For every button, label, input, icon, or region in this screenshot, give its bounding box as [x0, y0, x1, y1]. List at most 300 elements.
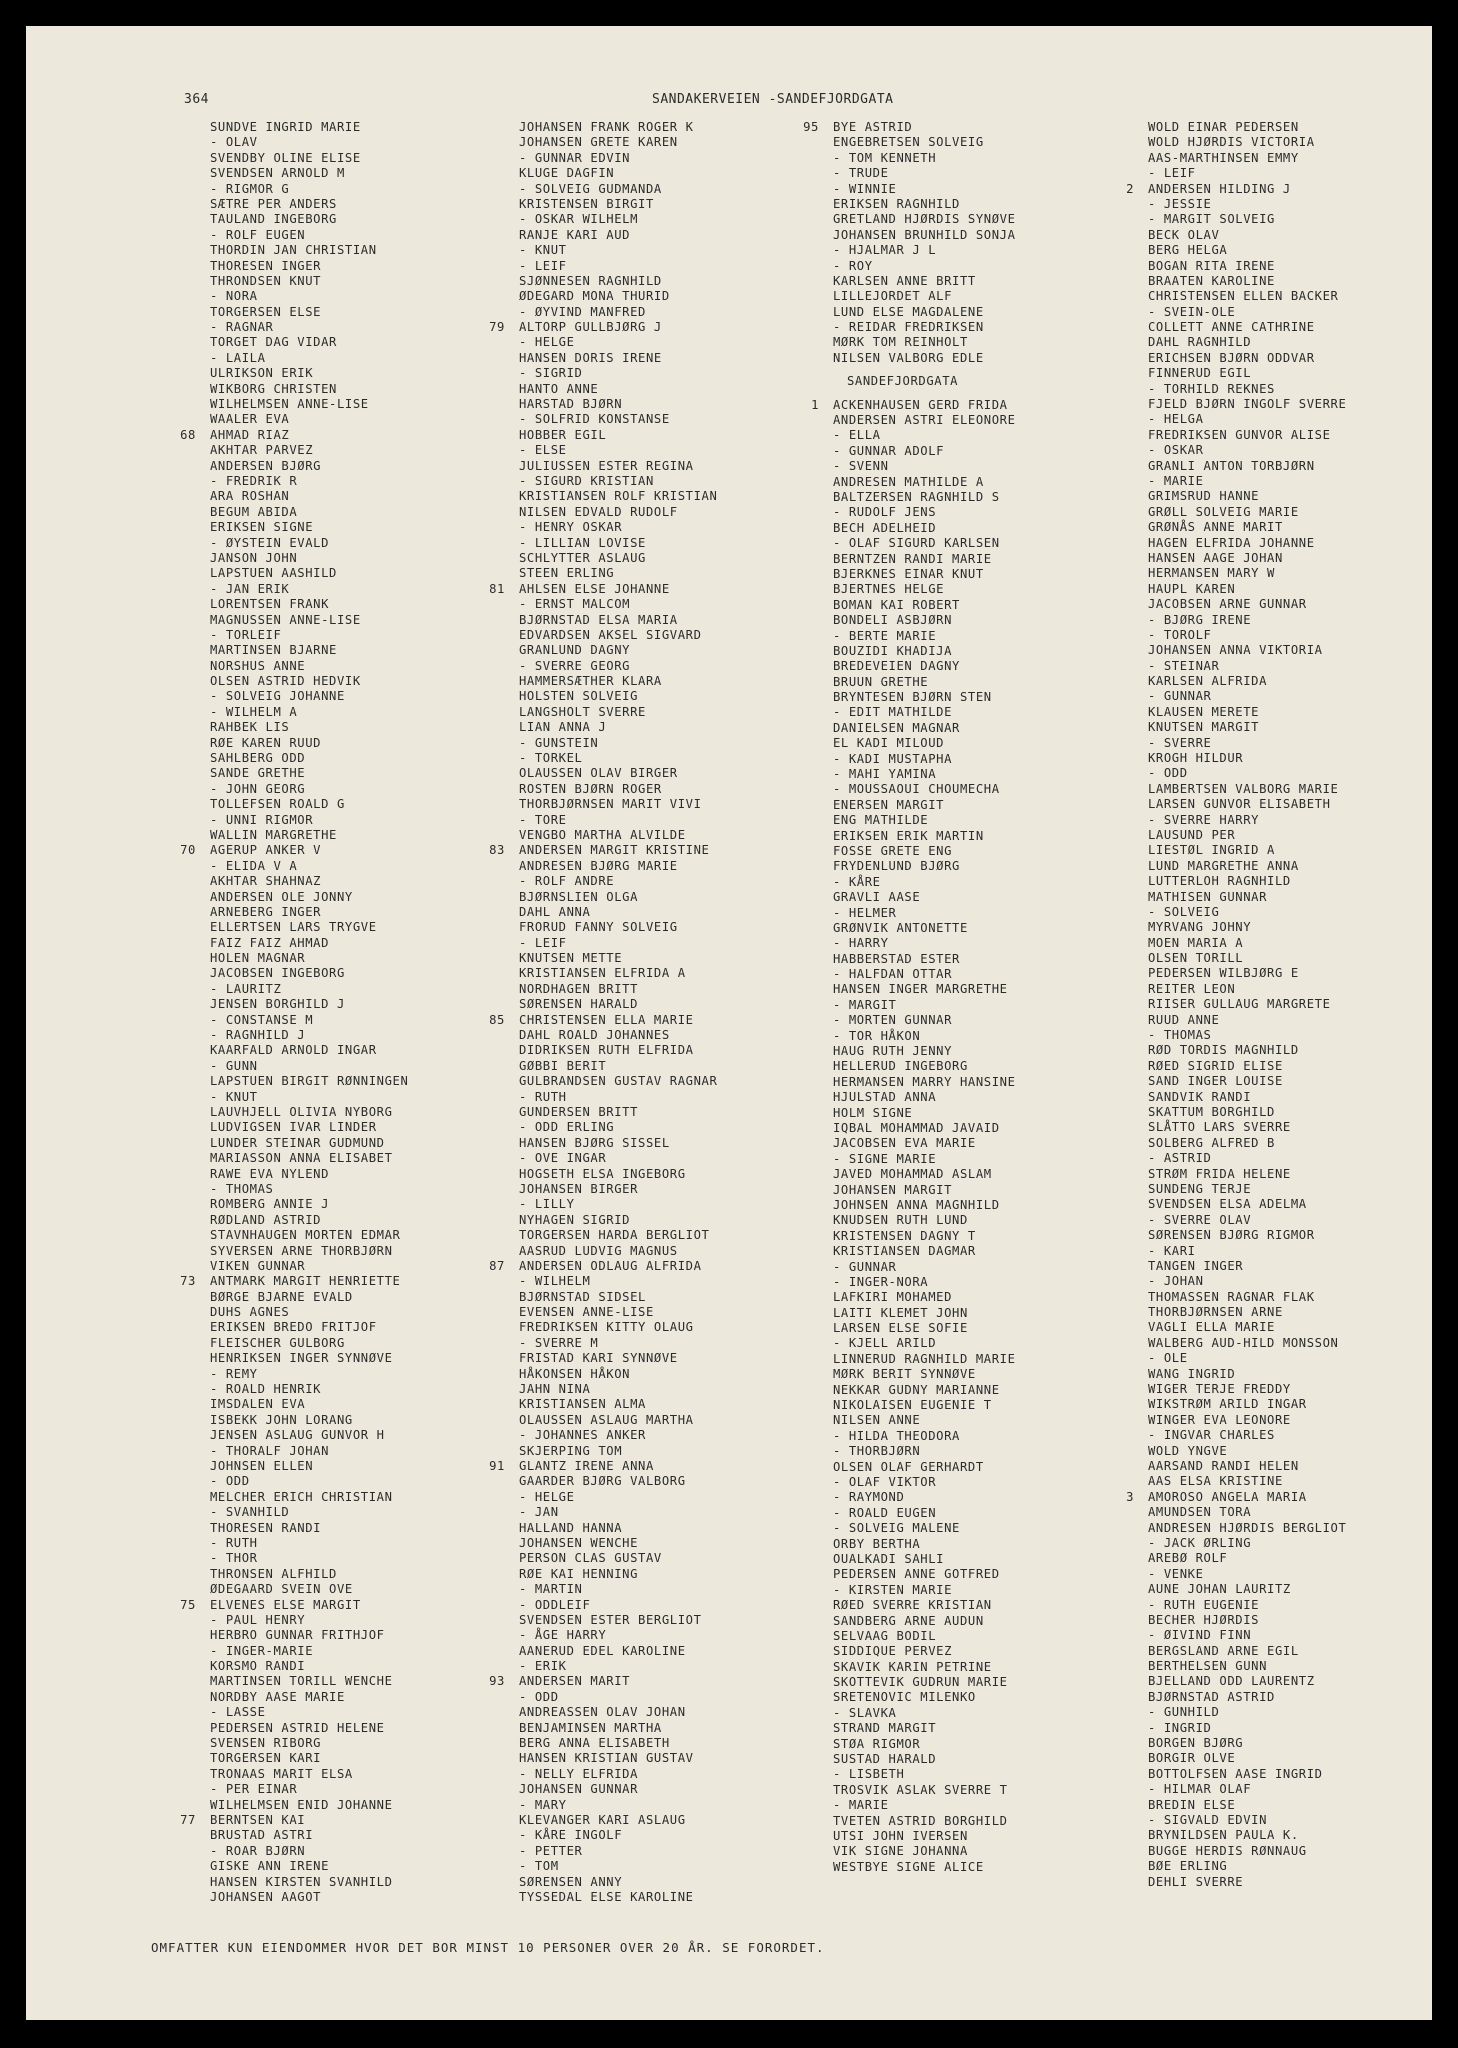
resident-entry — [210, 1536, 408, 1551]
resident-name: OLAUSSEN OLAV BIRGER — [519, 766, 678, 781]
resident-name: SVENSEN RIBORG — [210, 1736, 322, 1751]
resident-name: KRISTIANSEN ELFRIDA A — [519, 966, 686, 981]
resident-name: ANDERSEN HILDING J — [1148, 181, 1291, 196]
resident-name: AHMAD RIAZ — [210, 427, 290, 442]
resident-entry — [210, 751, 408, 766]
resident-name: - INGER-NORA — [833, 1274, 929, 1289]
resident-name: ØDEGARD MONA THURID — [519, 289, 670, 304]
resident-entry — [519, 1136, 717, 1151]
resident-entry — [1148, 582, 1346, 597]
resident-entry — [519, 120, 717, 135]
resident-name: - OVE INGAR — [519, 1151, 607, 1166]
resident-name: NORSHUS ANNE — [210, 658, 306, 673]
resident-name: LAFKIRI MOHAMED — [833, 1290, 953, 1305]
resident-name: GRØLL SOLVEIG MARIE — [1148, 504, 1299, 519]
resident-entry — [1148, 1844, 1346, 1859]
house-number: 91 — [489, 1458, 505, 1473]
resident-name: LUND ELSE MAGDALENE — [833, 304, 984, 319]
house-number: 83 — [489, 843, 505, 858]
resident-name: - SOLVEIG MALENE — [833, 1521, 960, 1536]
resident-entry — [210, 951, 408, 966]
resident-name: OLAUSSEN ASLAUG MARTHA — [519, 1412, 694, 1427]
resident-entry — [1148, 1028, 1346, 1043]
resident-name: DEHLI SVERRE — [1148, 1874, 1244, 1889]
resident-name: - MOUSSAOUI CHOUMECHA — [833, 782, 1000, 797]
resident-name: JOHANSEN BRUNHILD SONJA — [833, 227, 1016, 242]
resident-name: STEEN ERLING — [519, 566, 615, 581]
resident-entry — [519, 551, 717, 566]
resident-entry — [519, 243, 717, 258]
resident-name: - RIGMOR G — [210, 181, 290, 196]
resident-entry — [1148, 982, 1346, 997]
resident-entry — [210, 1736, 408, 1751]
resident-entry — [489, 1458, 717, 1474]
resident-entry — [519, 228, 717, 243]
resident-name: BREDEVEIEN DAGNY — [833, 659, 960, 674]
resident-name: TYSSEDAL ELSE KAROLINE — [519, 1889, 694, 1904]
resident-entry — [210, 1459, 408, 1474]
resident-name: OLSEN OLAF GERHARDT — [833, 1459, 984, 1474]
resident-entry — [210, 1428, 408, 1443]
resident-entry — [1148, 335, 1346, 350]
resident-name: BJERKNES EINAR KNUT — [833, 566, 984, 581]
resident-name: RAWE EVA NYLEND — [210, 1166, 330, 1181]
resident-name: TOLLEFSEN ROALD G — [210, 797, 345, 812]
resident-entry — [1148, 212, 1346, 227]
resident-entry — [1148, 751, 1346, 766]
resident-entry — [210, 1413, 408, 1428]
resident-name: BJERTNES HELGE — [833, 582, 945, 597]
resident-entry — [1148, 1659, 1346, 1674]
resident-name: - MARIE — [833, 1798, 889, 1813]
resident-entry — [210, 982, 408, 997]
resident-name: HAMMERSÆTHER KLARA — [519, 674, 662, 689]
resident-name: SAHLBERG ODD — [210, 751, 306, 766]
resident-entry — [210, 813, 408, 828]
resident-name: MARTINSEN BJARNE — [210, 643, 337, 658]
resident-entry — [1148, 1444, 1346, 1459]
resident-name: NILSEN ANNE — [833, 1413, 921, 1428]
resident-name: - OSKAR WILHELM — [519, 212, 639, 227]
resident-entry — [833, 1737, 1016, 1752]
resident-entry — [833, 1598, 1016, 1613]
resident-name: - RUDOLF JENS — [833, 505, 937, 520]
resident-name: SANDE GRETHE — [210, 766, 306, 781]
resident-name: DAHL ROALD JOHANNES — [519, 1028, 670, 1043]
resident-entry — [519, 1043, 717, 1058]
resident-entry — [833, 1044, 1016, 1059]
resident-name: VIKEN GUNNAR — [210, 1258, 306, 1273]
resident-name: WOLD EINAR PEDERSEN — [1148, 120, 1299, 134]
resident-entry — [519, 1505, 717, 1520]
resident-name: PEDERSEN ASTRID HELENE — [210, 1720, 385, 1735]
resident-name: SVENDBY OLINE ELISE — [210, 150, 361, 165]
resident-name: NEKKAR GUDNY MARIANNE — [833, 1382, 1000, 1397]
resident-entry — [210, 1705, 408, 1720]
resident-entry — [833, 998, 1016, 1013]
resident-entry — [519, 1659, 717, 1674]
resident-entry — [210, 1336, 408, 1351]
resident-name: - SOLVEIG JOHANNE — [210, 689, 345, 704]
resident-entry — [833, 521, 1016, 536]
resident-name: GLANTZ IRENE ANNA — [519, 1458, 654, 1473]
resident-entry — [210, 166, 408, 181]
resident-name: AANERUD EDEL KAROLINE — [519, 1643, 686, 1658]
resident-entry — [210, 1290, 408, 1305]
resident-name: KLEVANGER KARI ASLAUG — [519, 1812, 686, 1827]
resident-name: - WINNIE — [833, 181, 897, 196]
resident-name: JACOBSEN EVA MARIE — [833, 1136, 976, 1151]
resident-name: SKJERPING TOM — [519, 1443, 623, 1458]
resident-entry — [1126, 1489, 1346, 1505]
resident-name: - HARRY — [833, 936, 889, 951]
resident-entry — [1148, 1305, 1346, 1320]
resident-name: BYE ASTRID — [833, 120, 913, 134]
resident-entry — [519, 920, 717, 935]
resident-entry — [210, 689, 408, 704]
resident-name: FREDRIKSEN GUNVOR ALISE — [1148, 427, 1331, 442]
resident-name: JULIUSSEN ESTER REGINA — [519, 458, 694, 473]
resident-entry — [833, 320, 1016, 335]
resident-name: MYRVANG JOHNY — [1148, 920, 1252, 935]
resident-name: ANDERSEN OLE JONNY — [210, 889, 353, 904]
resident-entry — [1148, 1644, 1346, 1659]
resident-entry — [519, 1244, 717, 1259]
resident-name: MØRK BERIT SYNNØVE — [833, 1367, 976, 1382]
resident-name: BRYNTESEN BJØRN STEN — [833, 690, 992, 705]
resident-entry — [210, 520, 408, 535]
resident-name: - ASTRID — [1148, 1151, 1212, 1166]
resident-name: ANDERSEN BJØRG — [210, 458, 322, 473]
resident-entry — [519, 1859, 717, 1874]
resident-entry — [519, 1290, 717, 1305]
resident-name: - ODD — [210, 1474, 250, 1489]
column-2 — [489, 120, 718, 1905]
resident-name: MARIASSON ANNA ELISABET — [210, 1151, 393, 1166]
resident-name: GRØNÅS ANNE MARIT — [1148, 520, 1283, 535]
resident-entry — [519, 1428, 717, 1443]
resident-entry — [210, 874, 408, 889]
resident-entry — [833, 1660, 1016, 1675]
resident-name: HAUPL KAREN — [1148, 581, 1236, 596]
resident-name: - ERIK — [519, 1659, 567, 1674]
resident-entry — [833, 782, 1016, 797]
resident-name: - GUNHILD — [1148, 1705, 1220, 1720]
resident-entry — [1148, 505, 1346, 520]
resident-name: NORDHAGEN BRITT — [519, 981, 639, 996]
resident-entry — [833, 1629, 1016, 1644]
resident-name: - LAILA — [210, 350, 266, 365]
resident-name: DUHS AGNES — [210, 1305, 290, 1320]
resident-entry — [210, 797, 408, 812]
resident-entry — [833, 212, 1016, 227]
resident-name: - LEIF — [519, 935, 567, 950]
resident-name: AREBØ ROLF — [1148, 1551, 1228, 1566]
resident-entry — [1148, 459, 1346, 474]
resident-name: - OLAF VIKTOR — [833, 1474, 937, 1489]
resident-name: SANDBERG ARNE AUDUN — [833, 1613, 984, 1628]
resident-name: BECH ADELHEID — [833, 520, 937, 535]
resident-name: SOLBERG ALFRED B — [1148, 1135, 1275, 1150]
resident-entry — [833, 844, 1016, 859]
resident-name: WESTBYE SIGNE ALICE — [833, 1859, 984, 1874]
resident-name: HANSEN BJØRG SISSEL — [519, 1135, 670, 1150]
resident-name: - JAN ERIK — [210, 581, 290, 596]
resident-entry — [1148, 474, 1346, 489]
resident-entry — [519, 1213, 717, 1228]
resident-name: FRORUD FANNY SOLVEIG — [519, 920, 678, 935]
resident-entry — [833, 1752, 1016, 1767]
resident-entry — [519, 1782, 717, 1797]
resident-entry — [519, 1228, 717, 1243]
resident-name: - MARTIN — [519, 1582, 583, 1597]
resident-name: SELVAAG BODIL — [833, 1628, 937, 1643]
resident-name: ORBY BERTHA — [833, 1536, 921, 1551]
resident-entry — [833, 767, 1016, 782]
resident-entry — [1148, 1428, 1346, 1443]
resident-entry — [489, 843, 717, 858]
resident-name: KORSMO RANDI — [210, 1659, 306, 1674]
resident-name: - KJELL ARILD — [833, 1336, 937, 1351]
resident-name: - LILLIAN LOVISE — [519, 535, 646, 550]
resident-entry — [210, 212, 408, 227]
resident-entry — [1148, 520, 1346, 535]
resident-name: - LAURITZ — [210, 981, 282, 996]
resident-name: - GUNN — [210, 1058, 258, 1073]
resident-entry — [833, 289, 1016, 304]
resident-entry — [833, 1260, 1016, 1275]
resident-entry — [519, 1474, 717, 1489]
resident-entry — [519, 628, 717, 643]
resident-entry — [833, 1306, 1016, 1321]
resident-name: THORBJØRNSEN ARNE — [1148, 1305, 1283, 1320]
resident-entry — [1148, 843, 1346, 858]
resident-name: COLLETT ANNE CATHRINE — [1148, 320, 1315, 335]
resident-name: - SIGVALD EDVIN — [1148, 1812, 1268, 1827]
resident-name: EVENSEN ANNE-LISE — [519, 1305, 654, 1320]
resident-name: - GUNNAR — [833, 1259, 897, 1274]
resident-name: FREDRIKSEN KITTY OLAUG — [519, 1320, 694, 1335]
resident-entry — [519, 1721, 717, 1736]
resident-name: WANG INGRID — [1148, 1366, 1236, 1381]
resident-name: - LEIF — [1148, 166, 1196, 181]
resident-name: RØE KAI HENNING — [519, 1566, 639, 1581]
resident-name: HANSEN INGER MARGRETHE — [833, 982, 1008, 997]
resident-entry — [1148, 397, 1346, 412]
resident-entry — [833, 1136, 1016, 1151]
resident-entry — [1148, 489, 1346, 504]
resident-name: - RUTH EUGENIE — [1148, 1597, 1260, 1612]
resident-name: PEDERSEN WILBJØRG E — [1148, 966, 1299, 981]
resident-entry — [833, 1383, 1016, 1398]
resident-name: BRUSTAD ASTRI — [210, 1828, 314, 1843]
resident-name: STAVNHAUGEN MORTEN EDMAR — [210, 1228, 401, 1243]
resident-name: - ØYVIND MANFRED — [519, 304, 646, 319]
resident-entry — [210, 1244, 408, 1259]
resident-entry — [1148, 1013, 1346, 1028]
resident-name: ROSTEN BJØRN ROGER — [519, 781, 662, 796]
house-number: 79 — [489, 320, 505, 335]
resident-name: ERIKSEN BREDO FRITJOF — [210, 1320, 377, 1335]
resident-entry — [519, 1120, 717, 1135]
resident-entry — [833, 1121, 1016, 1136]
resident-entry — [519, 335, 717, 350]
resident-entry — [833, 1460, 1016, 1475]
resident-name: SUNDVE INGRID MARIE — [210, 120, 361, 134]
resident-name: ANDREASSEN OLAV JOHAN — [519, 1705, 686, 1720]
resident-name: ANDRESEN HJØRDIS BERGLIOT — [1148, 1520, 1347, 1535]
resident-entry — [833, 675, 1016, 690]
resident-entry — [833, 690, 1016, 705]
resident-name: HANSEN KIRSTEN SVANHILD — [210, 1874, 393, 1889]
resident-entry — [210, 1167, 408, 1182]
resident-entry — [489, 1258, 717, 1274]
resident-name: WIGER TERJE FREDDY — [1148, 1382, 1291, 1397]
resident-name: AKHTAR SHAHNAZ — [210, 874, 322, 889]
resident-name: FRYDENLUND BJØRG — [833, 859, 960, 874]
resident-name: - SVERRE HARRY — [1148, 812, 1260, 827]
resident-entry — [210, 335, 408, 350]
resident-name: BOMAN KAI ROBERT — [833, 597, 960, 612]
resident-entry — [833, 1829, 1016, 1844]
resident-entry — [833, 1567, 1016, 1582]
resident-entry — [519, 689, 717, 704]
resident-entry — [1148, 166, 1346, 181]
resident-entry — [519, 305, 717, 320]
resident-entry — [519, 1828, 717, 1843]
resident-entry — [1148, 1828, 1346, 1843]
resident-entry — [1148, 566, 1346, 581]
resident-entry — [210, 1890, 408, 1905]
resident-name: - GUNSTEIN — [519, 735, 599, 750]
resident-entry — [519, 1336, 717, 1351]
resident-entry — [1148, 966, 1346, 981]
resident-name: LUDVIGSEN IVAR LINDER — [210, 1120, 377, 1135]
resident-name: EL KADI MILOUD — [833, 736, 945, 751]
house-number: 73 — [180, 1274, 196, 1289]
resident-name: AUNE JOHAN LAURITZ — [1148, 1582, 1291, 1597]
resident-name: HJULSTAD ANNA — [833, 1090, 937, 1105]
resident-entry — [519, 1397, 717, 1412]
resident-name: - ROAR BJØRN — [210, 1843, 306, 1858]
resident-entry — [210, 966, 408, 981]
resident-entry — [210, 228, 408, 243]
resident-name: - GUNNAR ADOLF — [833, 443, 945, 458]
resident-entry — [1148, 1336, 1346, 1351]
resident-name: - HELMER — [833, 905, 897, 920]
resident-name: THORBJØRNSEN MARIT VIVI — [519, 797, 702, 812]
resident-name: AARSAND RANDI HELEN — [1148, 1458, 1299, 1473]
resident-name: SKOTTEVIK GUDRUN MARIE — [833, 1675, 1008, 1690]
resident-name: - OLAV — [210, 135, 258, 150]
resident-entry — [833, 1798, 1016, 1813]
resident-name: - NORA — [210, 289, 258, 304]
resident-entry — [210, 1798, 408, 1813]
resident-entry — [210, 766, 408, 781]
resident-entry — [1148, 997, 1346, 1012]
resident-name: TANGEN INGER — [1148, 1258, 1244, 1273]
resident-entry — [210, 566, 408, 581]
resident-name: BALTZERSEN RAGNHILD S — [833, 489, 1000, 504]
resident-entry — [1148, 705, 1346, 720]
resident-name: - JAN — [519, 1505, 559, 1520]
resident-entry — [1148, 1782, 1346, 1797]
resident-entry — [519, 720, 717, 735]
resident-entry — [210, 1305, 408, 1320]
resident-entry — [833, 1475, 1016, 1490]
resident-entry — [1148, 828, 1346, 843]
resident-entry — [833, 659, 1016, 674]
resident-entry — [519, 1551, 717, 1566]
resident-entry — [210, 1259, 408, 1274]
resident-entry — [1148, 1674, 1346, 1689]
resident-entry — [1148, 1320, 1346, 1335]
resident-name: GULBRANDSEN GUSTAV RAGNAR — [519, 1074, 718, 1089]
resident-entry — [210, 1382, 408, 1397]
resident-entry — [1148, 1613, 1346, 1628]
resident-name: AMUNDSEN TORA — [1148, 1505, 1252, 1520]
resident-name: - SOLVEIG — [1148, 904, 1220, 919]
resident-entry — [210, 659, 408, 674]
resident-entry — [210, 536, 408, 551]
resident-name: WAALER EVA — [210, 412, 290, 427]
resident-entry — [1148, 382, 1346, 397]
resident-name: ØDEGAARD SVEIN OVE — [210, 1582, 353, 1597]
resident-entry — [833, 413, 1016, 428]
resident-entry — [833, 1244, 1016, 1259]
resident-entry — [180, 843, 408, 858]
resident-entry — [519, 597, 717, 612]
resident-entry — [833, 335, 1016, 350]
resident-name: - SVERRE — [1148, 735, 1212, 750]
resident-name: TROSVIK ASLAK SVERRE T — [833, 1782, 1008, 1797]
resident-entry — [1148, 859, 1346, 874]
resident-name: LIESTØL INGRID A — [1148, 843, 1275, 858]
resident-name: KRISTIANSEN ALMA — [519, 1397, 646, 1412]
resident-name: BJØRNSTAD SIDSEL — [519, 1289, 646, 1304]
resident-name: AASRUD LUDVIG MAGNUS — [519, 1243, 678, 1258]
resident-entry — [519, 1613, 717, 1628]
resident-name: - THORBJØRN — [833, 1444, 921, 1459]
resident-name: ANTMARK MARGIT HENRIETTE — [210, 1274, 401, 1289]
resident-name: BERNTSEN KAI — [210, 1812, 306, 1827]
resident-entry — [833, 752, 1016, 767]
resident-entry — [519, 1305, 717, 1320]
resident-name: KNUTSEN METTE — [519, 951, 623, 966]
resident-entry — [1148, 689, 1346, 704]
resident-name: SKATTUM BORGHILD — [1148, 1105, 1275, 1119]
resident-entry — [519, 951, 717, 966]
resident-name: LAUVHJELL OLIVIA NYBORG — [210, 1105, 393, 1119]
resident-entry — [1148, 1767, 1346, 1782]
resident-name: BRUUN GRETHE — [833, 674, 929, 689]
resident-name: KRISTIANSEN DAGMAR — [833, 1244, 976, 1259]
resident-entry — [519, 382, 717, 397]
resident-entry — [1148, 643, 1346, 658]
resident-name: HERMANSEN MARRY HANSINE — [833, 1074, 1016, 1089]
resident-name: - LILLY — [519, 1197, 575, 1212]
resident-entry — [1148, 259, 1346, 274]
resident-name: HOGSETH ELSA INGEBORG — [519, 1166, 686, 1181]
resident-name: RØDLAND ASTRID — [210, 1212, 322, 1227]
resident-entry — [210, 505, 408, 520]
resident-entry — [1148, 782, 1346, 797]
resident-name: LORENTSEN FRANK — [210, 597, 330, 612]
resident-entry — [1148, 797, 1346, 812]
resident-name: - MARIE — [1148, 473, 1204, 488]
resident-name: ANDERSEN ODLAUG ALFRIDA — [519, 1258, 702, 1273]
resident-name: - MARGIT SOLVEIG — [1148, 212, 1275, 227]
